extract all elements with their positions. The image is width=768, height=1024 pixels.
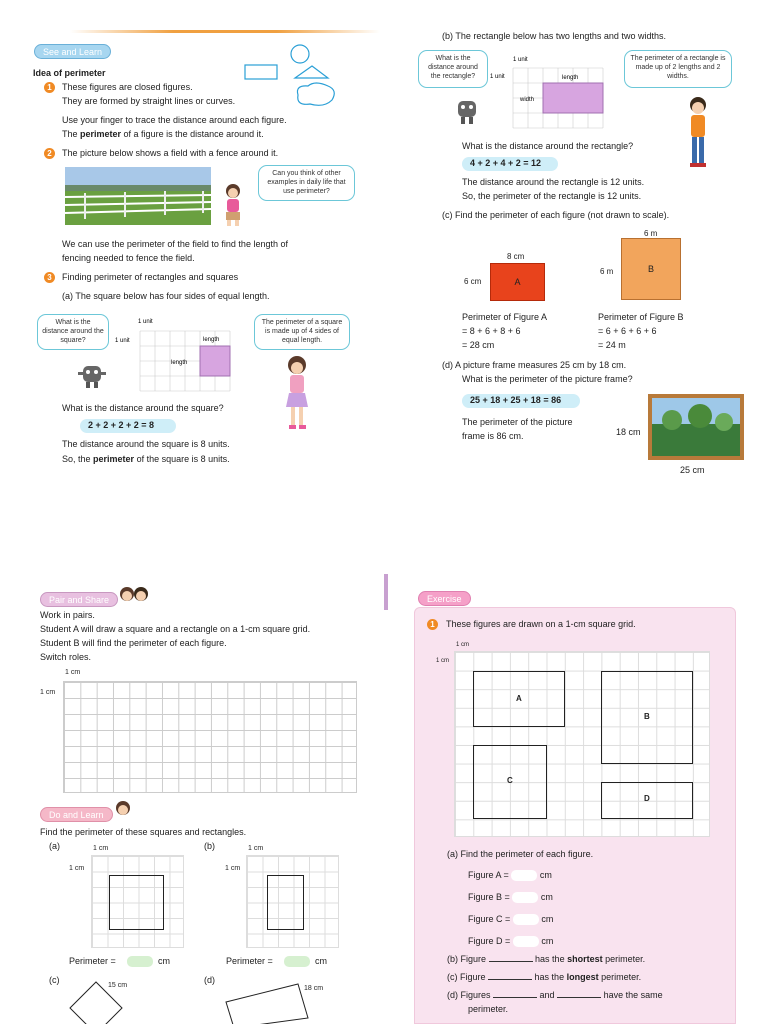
s3a: (a) The square below has four sides of equal length. (62, 291, 270, 301)
s1c: Use your finger to trace the distance around each figure. (62, 115, 287, 125)
fig-a-side-label: 6 cm (464, 277, 482, 286)
answer-b-input[interactable] (284, 956, 310, 967)
figure-b (621, 238, 681, 300)
ex-cm-top: 1 cm (456, 642, 470, 648)
square-grid (113, 314, 248, 394)
per-a-label: Perimeter = (69, 956, 116, 966)
exercise-1-marker: 1 (427, 619, 438, 630)
longest-blank[interactable] (488, 979, 532, 980)
length-label-top: length (203, 337, 220, 343)
unit-label-side: 1 unit (490, 74, 505, 80)
label-b: (b) (204, 841, 215, 851)
figure-a-label: A (514, 277, 521, 287)
s1a: These figures are closed figures. (62, 82, 193, 92)
width-label: width (520, 97, 535, 103)
frame-equation: 25 + 18 + 25 + 18 = 86 (462, 394, 580, 408)
cm-top-label: 1 cm (65, 669, 81, 676)
s2c: fencing needed to fence the field. (62, 253, 195, 263)
d-length: 18 cm (304, 985, 324, 992)
rect-question-bubble: What is the distance around the rectangle? (418, 50, 488, 88)
grid-a (91, 855, 184, 948)
per-a-line1: = 8 + 6 + 8 + 6 (462, 326, 521, 336)
side-bar-1 (384, 574, 388, 610)
label-a: (a) (49, 841, 60, 851)
step-2-marker: 2 (44, 148, 55, 159)
section-title: Idea of perimeter (33, 68, 106, 78)
per-b-label: Perimeter = (226, 956, 273, 966)
ex-d: (d) Figures and have the same (447, 990, 663, 1000)
ex-a: (a) Find the perimeter of each figure. (447, 849, 594, 859)
d-line3: The perimeter of the picture (462, 417, 573, 427)
grid-b (246, 855, 339, 948)
same-blank-1[interactable] (493, 997, 537, 998)
s2: The picture below shows a field with a fence around it. (62, 148, 279, 158)
kids-icon (117, 584, 151, 608)
s1d: The perimeter of a figure is the distance around it. (62, 129, 264, 139)
header-bar (70, 30, 380, 33)
step-3-marker: 3 (44, 272, 55, 283)
square-equation: 2 + 2 + 2 + 2 = 8 (80, 419, 176, 433)
unit-label-top: 1 unit (513, 57, 528, 63)
square-answer-1: The distance around the square is 8 units. (62, 439, 230, 449)
girl-character (218, 182, 248, 227)
field-photo (65, 167, 211, 225)
answer-a-field[interactable] (511, 870, 537, 881)
same-blank-2[interactable] (557, 997, 601, 998)
answer-c-field[interactable] (513, 914, 539, 925)
ex-c: (c) Figure has the longest perimeter. (447, 972, 642, 982)
picture-frame (648, 394, 744, 460)
d-line1: (d) A picture frame measures 25 cm by 18 cm. (442, 360, 627, 370)
d-line4: frame is 86 cm. (462, 431, 524, 441)
figure-b-name: B (644, 712, 650, 721)
d-line2: What is the perimeter of the picture frame? (462, 374, 633, 384)
b-cm-side: 1 cm (225, 865, 241, 872)
answer-d-field[interactable] (513, 936, 539, 947)
figure-a (490, 263, 545, 301)
figure-b-label: B (647, 264, 654, 274)
pair-line-3: Student B will find the perimeter of each figure. (40, 638, 227, 648)
rect-equation: 4 + 2 + 4 + 2 = 12 (462, 157, 558, 171)
row-b: Figure B = cm (468, 892, 553, 902)
s1b: They are formed by straight lines or curves. (62, 96, 236, 106)
per-a-unit: cm (158, 956, 170, 966)
shortest-blank[interactable] (489, 961, 533, 962)
field-speech-bubble: Can you think of other examples in daily life that use perimeter? (258, 165, 355, 201)
rect-answer-1: The distance around the rectangle is 12 units. (462, 177, 645, 187)
fig-b-top-label: 6 m (644, 229, 658, 238)
a-cm-top: 1 cm (93, 845, 109, 852)
rect-grid (488, 52, 618, 132)
label-c: (c) (49, 975, 60, 985)
figure-d-name: D (644, 794, 650, 803)
rect-d (222, 972, 312, 1024)
ex-b: (b) Figure has the shortest perimeter. (447, 954, 646, 964)
length-label: length (562, 75, 579, 81)
c-length: 15 cm (108, 982, 128, 989)
pair-line-1: Work in pairs. (40, 610, 95, 620)
a-cm-side: 1 cm (69, 865, 85, 872)
unit-label-side: 1 unit (115, 338, 130, 344)
step-1-marker: 1 (44, 82, 55, 93)
frame-width-label: 25 cm (680, 465, 705, 475)
pair-and-share-badge: Pair and Share (40, 592, 118, 607)
c-heading: (c) Find the perimeter of each figure (not drawn to scale). (442, 210, 670, 220)
drawing-grid[interactable] (63, 681, 357, 793)
length-label-side: length (171, 360, 188, 366)
square-answer-2: So, the perimeter of the square is 8 units. (62, 454, 230, 464)
pair-line-2: Student A will draw a square and a rectangle on a 1-cm square grid. (40, 624, 311, 634)
see-and-learn-badge: See and Learn (34, 44, 111, 59)
square-question: What is the distance around the square? (62, 403, 224, 413)
frame-height-label: 18 cm (616, 427, 641, 437)
square-a (109, 875, 164, 930)
per-b-line2: = 24 m (598, 340, 626, 350)
fig-a-top-label: 8 cm (507, 252, 525, 261)
s3: Finding perimeter of rectangles and squares (62, 272, 239, 282)
girl-character-2 (278, 355, 316, 433)
robot-character (75, 360, 109, 390)
cm-side-label: 1 cm (40, 689, 56, 696)
rect-question: What is the distance around the rectangle? (462, 141, 634, 151)
per-b-line1: = 6 + 6 + 6 + 6 (598, 326, 657, 336)
rect-answer-2: So, the perimeter of the rectangle is 12 units. (462, 191, 642, 201)
ex-cm-side: 1 cm (436, 658, 450, 664)
figure-c-name: C (507, 776, 513, 785)
label-d: (d) (204, 975, 215, 985)
kid-icon (110, 798, 136, 822)
rect-answer-bubble: The perimeter of a rectangle is made up of 2 lengths and 2 widths. (624, 50, 732, 88)
square-question-bubble: What is the distance around the square? (37, 314, 109, 350)
s2b: We can use the perimeter of the field to find the length of (62, 239, 288, 249)
answer-a-input[interactable] (127, 956, 153, 967)
row-d: Figure D = cm (468, 936, 554, 946)
fig-b-side-label: 6 m (600, 267, 614, 276)
per-a-line2: = 28 cm (462, 340, 495, 350)
row-a: Figure A = cm (468, 870, 552, 880)
figure-a-name: A (516, 694, 522, 703)
exercise-grid (454, 651, 710, 837)
ex-d-2: perimeter. (468, 1004, 509, 1014)
answer-b-field[interactable] (512, 892, 538, 903)
square-answer-bubble: The perimeter of a square is made up of 4 sides of equal length. (254, 314, 350, 350)
closed-figures-illustration (240, 40, 340, 110)
row-c: Figure C = cm (468, 914, 554, 924)
rect-b (267, 875, 304, 930)
per-b-title: Perimeter of Figure B (598, 312, 684, 322)
robot-character-2 (450, 95, 484, 127)
unit-label-top: 1 unit (138, 319, 153, 325)
boy-character (682, 96, 714, 176)
per-a-title: Perimeter of Figure A (462, 312, 548, 322)
b-cm-top: 1 cm (248, 845, 264, 852)
pair-line-4: Switch roles. (40, 652, 92, 662)
exercise-badge: Exercise (418, 591, 471, 606)
do-learn-line: Find the perimeter of these squares and rectangles. (40, 827, 247, 837)
b-heading: (b) The rectangle below has two lengths and two widths. (442, 31, 666, 41)
exercise-line: These figures are drawn on a 1-cm square grid. (446, 619, 636, 629)
per-b-unit: cm (315, 956, 327, 966)
do-and-learn-badge: Do and Learn (40, 807, 113, 822)
